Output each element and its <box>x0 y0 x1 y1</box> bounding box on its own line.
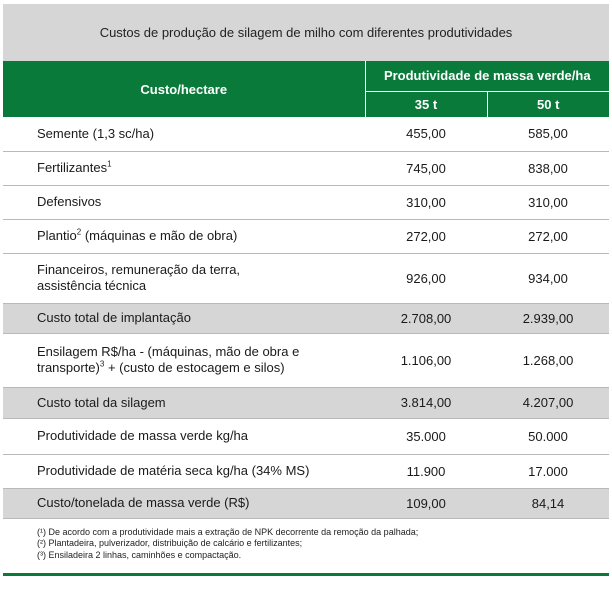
table-row <box>3 185 609 219</box>
bottom-rule <box>3 573 609 576</box>
row-value-50t: 585,00 <box>487 117 609 151</box>
row-value-35t: 1.106,00 <box>365 333 487 387</box>
row-value-50t: 310,00 <box>487 185 609 219</box>
table-row <box>3 418 609 454</box>
row-label: Plantio$^2$ (máquinas e mão de obra) <box>3 219 365 253</box>
row-label: Financeiros, remuneração da terra, assistência técnica <box>3 253 365 303</box>
row-label: Produtividade de matéria seca kg/ha (34% MS) <box>3 454 365 488</box>
row-value-50t: 4.207,00 <box>487 387 609 418</box>
footnote-2: (²) Plantadeira, pulverizador, distribuição de calcário e fertilizantes; <box>37 538 303 548</box>
row-value-35t: 455,00 <box>365 117 487 151</box>
table-row <box>3 333 609 387</box>
row-label: Semente (1,3 sc/ha) <box>3 117 365 151</box>
row-value-35t: 11.900 <box>365 454 487 488</box>
table-row <box>3 117 609 151</box>
table-row <box>3 151 609 185</box>
row-value-35t: 2.708,00 <box>365 303 487 333</box>
table-title <box>3 4 609 61</box>
row-label: Defensivos <box>3 185 365 219</box>
row-label: Custo total de implantação <box>3 303 365 333</box>
footnote-mark: 3 <box>99 359 105 369</box>
row-value-35t: 35.000 <box>365 418 487 454</box>
row-value-35t: 310,00 <box>365 185 487 219</box>
header-50t: 50 t <box>487 91 609 117</box>
row-value-50t: 838,00 <box>487 151 609 185</box>
row-label: Ensilagem R$/ha - (máquinas, mão de obra e transporte)$^3$ + (custo de estocagem e silos) <box>3 333 365 387</box>
header-cost-per-hectare: Custo/hectare <box>3 61 365 117</box>
table-row-total <box>3 387 609 418</box>
table-row <box>3 219 609 253</box>
row-value-50t: 84,14 <box>487 488 609 518</box>
table-row <box>3 454 609 488</box>
row-value-35t: 272,00 <box>365 219 487 253</box>
row-value-35t: 745,00 <box>365 151 487 185</box>
row-value-50t: 1.268,00 <box>487 333 609 387</box>
cost-table-figure <box>3 4 609 576</box>
row-label: Custo/tonelada de massa verde (R$) <box>3 488 365 518</box>
footnotes <box>3 519 609 573</box>
table-title-text: Custos de produção de silagem de milho com diferentes produtividades <box>99 25 513 40</box>
row-value-35t: 3.814,00 <box>365 387 487 418</box>
row-label: Produtividade de massa verde kg/ha <box>3 418 365 454</box>
footnote-mark: 2 <box>76 227 82 237</box>
row-label: Custo total da silagem <box>3 387 365 418</box>
header-35t: 35 t <box>365 91 487 117</box>
row-label: Fertilizantes$^1$ <box>3 151 365 185</box>
footnote-1: (¹) De acordo com a produtividade mais a extração de NPK decorrente da remoção da palhada; <box>37 526 419 537</box>
row-value-50t: 272,00 <box>487 219 609 253</box>
footnote-3: (³) Ensiladeira 2 linhas, caminhões e compactação. <box>37 549 242 560</box>
row-value-35t: 926,00 <box>365 253 487 303</box>
row-value-50t: 50.000 <box>487 418 609 454</box>
row-value-35t: 109,00 <box>365 488 487 518</box>
table-row-total <box>3 303 609 333</box>
row-value-50t: 2.939,00 <box>487 303 609 333</box>
table-row-total <box>3 488 609 518</box>
table-row <box>3 253 609 303</box>
row-value-50t: 17.000 <box>487 454 609 488</box>
footnote-mark: 1 <box>107 159 112 169</box>
header-productivity-group: Produtividade de massa verde/ha <box>365 61 609 91</box>
row-value-50t: 934,00 <box>487 253 609 303</box>
cost-table <box>3 61 609 519</box>
